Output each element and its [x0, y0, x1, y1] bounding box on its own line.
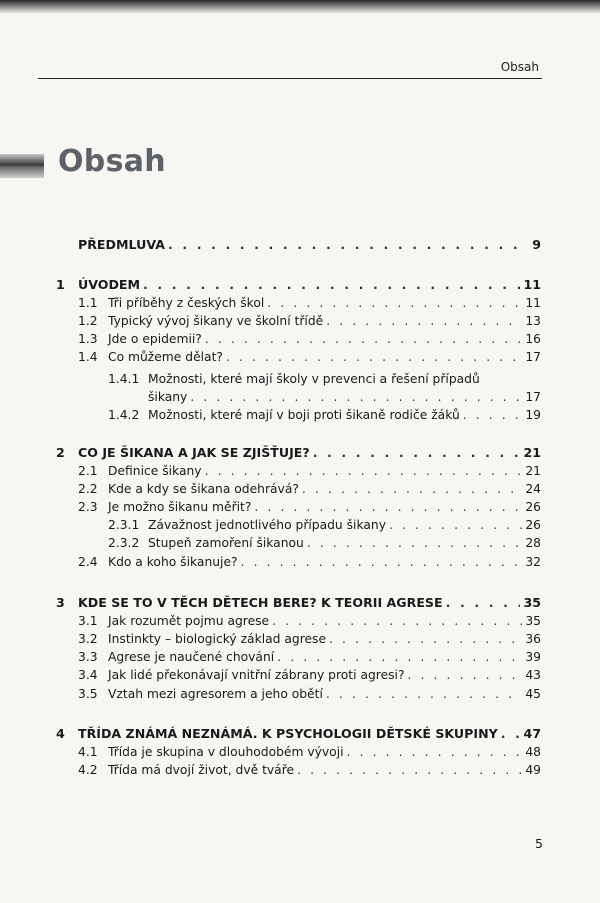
toc-entry[interactable] — [108, 743, 541, 761]
toc-entry[interactable] — [78, 444, 541, 462]
header-rule — [38, 78, 542, 79]
dot-leader — [226, 348, 522, 366]
toc-entry-number: 4.2 — [78, 763, 98, 777]
toc-entry-page: 36 — [525, 632, 541, 646]
toc-entry-title: Jde o epidemii? — [108, 332, 202, 346]
toc-entry[interactable] — [148, 388, 541, 406]
toc-entry-number: 2.3 — [78, 500, 98, 514]
toc-entry-page: 47 — [523, 726, 541, 741]
toc-entry-page: 35 — [523, 595, 541, 610]
dot-leader — [277, 648, 522, 666]
toc-entry-number: 1.4.2 — [108, 408, 140, 422]
toc-entry-title: TŘÍDA ZNÁMÁ NEZNÁMÁ. K PSYCHOLOGII DĚTSKÉ SKUPINY — [78, 726, 498, 741]
toc-entry[interactable] — [148, 534, 541, 552]
toc-entry-title: Třída má dvojí život, dvě tváře — [108, 763, 295, 777]
toc-entry[interactable] — [108, 612, 541, 630]
toc-entry-title: Závažnost jednotlivého případu šikany — [148, 518, 386, 532]
dot-leader — [408, 666, 523, 684]
toc-entry-title: Vztah mezi agresorem a jeho obětí — [108, 687, 323, 701]
toc-entry[interactable] — [108, 685, 541, 703]
dot-leader — [241, 553, 523, 571]
toc-entry-title: Instinkty – biologický základ agrese — [108, 632, 327, 646]
toc-entry-page: 48 — [525, 745, 541, 759]
dot-leader — [143, 276, 520, 294]
toc-entry[interactable] — [108, 648, 541, 666]
toc-entry[interactable] — [78, 594, 541, 612]
toc-entry-number: 2.2 — [78, 482, 98, 496]
chapter-tab-marker — [0, 154, 44, 178]
toc-entry-number: 2.1 — [78, 464, 98, 478]
toc-entry[interactable] — [78, 236, 541, 254]
toc-entry-title: PŘEDMLUVA — [78, 237, 165, 252]
toc-entry[interactable] — [108, 666, 541, 684]
dot-leader — [205, 462, 523, 480]
toc-entry[interactable] — [108, 348, 541, 366]
toc-entry-title: Stupeň zamoření šikanou — [148, 536, 304, 550]
dot-leader — [326, 685, 522, 703]
toc-entry-page: 13 — [525, 314, 541, 328]
toc-entry-title: šikany — [148, 390, 188, 404]
toc-entry-page: 9 — [532, 237, 541, 252]
toc-entry-page: 11 — [525, 296, 541, 310]
toc-entry-number: 4 — [56, 726, 65, 741]
dot-leader — [347, 743, 523, 761]
toc-entry-number: 2.4 — [78, 555, 98, 569]
dot-leader — [302, 480, 522, 498]
toc-entry-title: ÚVODEM — [78, 277, 141, 292]
toc-entry-page: 45 — [525, 687, 541, 701]
toc-entry-title: Kde a kdy se šikana odehrává? — [108, 482, 299, 496]
toc-entry-number: 3.4 — [78, 668, 98, 682]
toc-entry-title: CO JE ŠIKANA A JAK SE ZJIŠŤUJE? — [78, 445, 310, 460]
toc-entry-number: 1.4.1 — [108, 372, 140, 386]
dot-leader — [389, 516, 522, 534]
toc-entry-page: 16 — [525, 332, 541, 346]
toc-entry-title: KDE SE TO V TĚCH DĚTECH BERE? K TEORII AGRESE — [78, 595, 443, 610]
toc-entry-page: 26 — [525, 500, 541, 514]
dot-leader — [307, 534, 523, 552]
dot-leader — [205, 330, 523, 348]
toc-entry-title: Co můžeme dělat? — [108, 350, 223, 364]
toc-entry-number: 2.3.1 — [108, 518, 140, 532]
toc-entry-page: 35 — [525, 614, 541, 628]
toc-entry[interactable] — [148, 406, 541, 424]
toc-entry-number: 3.5 — [78, 687, 98, 701]
toc-entry[interactable] — [108, 294, 541, 312]
toc-entry[interactable] — [148, 516, 541, 534]
toc-entry-page: 17 — [525, 350, 541, 364]
toc-entry-page: 43 — [525, 668, 541, 682]
toc-entry-page: 21 — [523, 445, 541, 460]
toc-entry-number: 4.1 — [78, 745, 98, 759]
toc-entry-number: 2.3.2 — [108, 536, 140, 550]
toc-entry-number: 3.3 — [78, 650, 98, 664]
toc-entry-title: Je možno šikanu měřit? — [108, 500, 252, 514]
toc-entry-title: Tři příběhy z českých škol — [108, 296, 265, 310]
page-top-shadow — [0, 0, 600, 14]
toc-entry-title: Možnosti, které mají v boji proti šikaně rodiče žáků — [148, 408, 460, 422]
dot-leader — [326, 312, 522, 330]
toc-entry[interactable] — [108, 761, 541, 779]
running-header: Obsah — [500, 60, 539, 74]
toc-entry-title: Typický vývoj šikany ve školní třídě — [108, 314, 324, 328]
toc-entry-page: 32 — [525, 555, 541, 569]
toc-entry-page: 26 — [525, 518, 541, 532]
toc-entry-number: 2 — [56, 445, 65, 460]
toc-entry-number: 3.1 — [78, 614, 98, 628]
toc-entry-title: Definice šikany — [108, 464, 202, 478]
dot-leader — [190, 388, 522, 406]
toc-entry[interactable] — [108, 498, 541, 516]
toc-entry-number: 1.4 — [78, 350, 98, 364]
dot-leader — [501, 725, 521, 743]
toc-entry[interactable] — [108, 330, 541, 348]
toc-entry[interactable] — [108, 553, 541, 571]
toc-entry-title: Agrese je naučené chování — [108, 650, 275, 664]
toc-entry-number: 1 — [56, 277, 65, 292]
toc-entry-page: 21 — [525, 464, 541, 478]
toc-entry-page: 11 — [523, 277, 541, 292]
toc-entry-page: 28 — [525, 536, 541, 550]
dot-leader — [168, 236, 524, 254]
toc-entry-page: 39 — [525, 650, 541, 664]
toc-entry-title-line: Možnosti, které mají školy v prevenci a řešení případů — [148, 372, 480, 386]
dot-leader — [329, 630, 522, 648]
dot-leader — [463, 406, 523, 424]
toc-entry-title: Jak rozumět pojmu agrese — [108, 614, 270, 628]
toc-entry-number: 1.1 — [78, 296, 98, 310]
dot-leader — [254, 498, 522, 516]
toc-entry[interactable] — [108, 462, 541, 480]
toc-entry-title: Kdo a koho šikanuje? — [108, 555, 238, 569]
dot-leader — [267, 294, 522, 312]
toc-entry[interactable] — [108, 480, 541, 498]
toc-entry[interactable] — [78, 276, 541, 294]
dot-leader — [313, 444, 521, 462]
page-number: 5 — [535, 836, 543, 851]
toc-entry-title: Jak lidé překonávají vnitřní zábrany proti agresi? — [108, 668, 405, 682]
toc-entry-title: Třída je skupina v dlouhodobém vývoji — [108, 745, 344, 759]
toc-entry[interactable] — [108, 630, 541, 648]
toc-entry-page: 17 — [525, 390, 541, 404]
toc-entry-number: 3 — [56, 595, 65, 610]
dot-leader — [272, 612, 522, 630]
toc-entry[interactable] — [108, 312, 541, 330]
toc-entry-number: 3.2 — [78, 632, 98, 646]
dot-leader — [446, 594, 521, 612]
toc-entry-number: 1.3 — [78, 332, 98, 346]
toc-entry-page: 24 — [525, 482, 541, 496]
dot-leader — [297, 761, 522, 779]
toc-entry-number: 1.2 — [78, 314, 98, 328]
page-title: Obsah — [58, 144, 166, 179]
toc-entry[interactable] — [78, 725, 541, 743]
toc-entry-page: 49 — [525, 763, 541, 777]
toc-entry-page: 19 — [525, 408, 541, 422]
